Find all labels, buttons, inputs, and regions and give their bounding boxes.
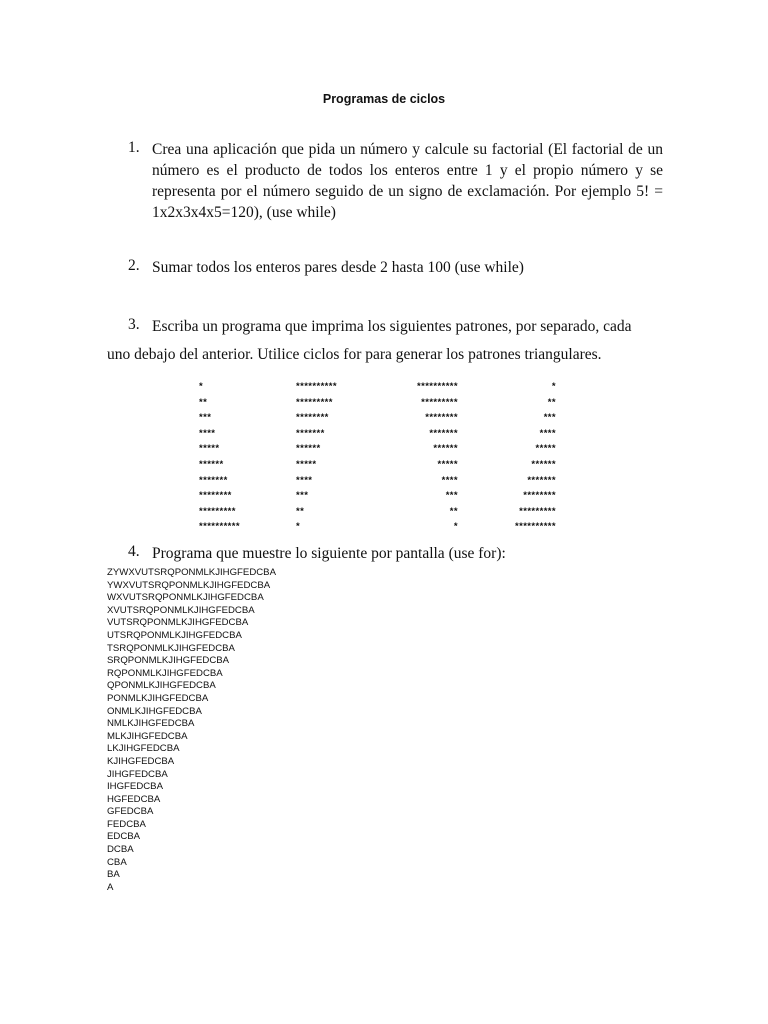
- pattern-row: ********: [425, 412, 458, 424]
- pattern-row: *****: [437, 458, 458, 470]
- pattern-row: ****: [539, 427, 556, 439]
- pattern-row: *******: [296, 427, 325, 439]
- letter-line: LKJIHGFEDCBA: [107, 743, 180, 755]
- page-title: Programas de ciclos: [322, 92, 446, 106]
- exercise-item-4: [128, 543, 663, 564]
- pattern-row: ******: [199, 458, 224, 470]
- letter-line: PONMLKJIHGFEDCBA: [107, 692, 209, 704]
- letter-line: ZYWXVUTSRQPONMLKJIHGFEDCBA: [107, 567, 276, 578]
- pattern-row: ********: [523, 490, 556, 502]
- item-number: 4.: [128, 543, 140, 560]
- pattern-row: *******: [199, 474, 228, 486]
- pattern-row: ********: [199, 490, 232, 502]
- pattern-row: **: [449, 505, 458, 517]
- pattern-descending-right: [360, 379, 458, 535]
- pattern-row: *********: [296, 396, 333, 408]
- letter-line: EDCBA: [107, 831, 141, 843]
- pattern-row: ****: [441, 474, 458, 486]
- item-text: Escriba un programa que imprima los siguientes patrones, por separado, cada: [152, 318, 632, 335]
- letter-line: NMLKJIHGFEDCBA: [107, 718, 195, 730]
- pattern-row: *: [551, 381, 556, 392]
- letter-line: HGFEDCBA: [107, 793, 161, 805]
- pattern-row: ***: [543, 412, 556, 424]
- letter-line: YWXVUTSRQPONMLKJIHGFEDCBA: [107, 579, 271, 591]
- letter-line: WXVUTSRQPONMLKJIHGFEDCBA: [107, 592, 264, 604]
- pattern-row: *****: [199, 443, 220, 455]
- letter-line: VUTSRQPONMLKJIHGFEDCBA: [107, 617, 249, 629]
- item-text: Sumar todos los enteros pares desde 2 hasta 100 (use while): [152, 259, 524, 276]
- letter-line: RQPONMLKJIHGFEDCBA: [107, 667, 223, 679]
- pattern-row: *********: [199, 505, 236, 517]
- letter-line: CBA: [107, 856, 127, 868]
- letter-line: A: [107, 881, 114, 893]
- letter-line: TSRQPONMLKJIHGFEDCBA: [107, 642, 235, 654]
- letter-line: QPONMLKJIHGFEDCBA: [107, 680, 216, 692]
- pattern-row: ********: [296, 412, 329, 424]
- pattern-row: ******: [296, 443, 321, 455]
- pattern-row: **: [296, 505, 305, 517]
- letter-line: SRQPONMLKJIHGFEDCBA: [107, 655, 230, 667]
- pattern-row: **********: [296, 381, 337, 392]
- pattern-row: **: [199, 396, 208, 408]
- letter-line: DCBA: [107, 844, 134, 856]
- pattern-row: ***: [199, 412, 212, 424]
- pattern-row: *****: [296, 458, 317, 470]
- item-number: 2.: [128, 257, 140, 274]
- pattern-row: ***: [296, 490, 309, 502]
- pattern-row: **********: [417, 381, 458, 392]
- pattern-row: *****: [535, 443, 556, 455]
- letter-line: UTSRQPONMLKJIHGFEDCBA: [107, 629, 242, 641]
- letter-line: BA: [107, 869, 120, 881]
- letter-line: IHGFEDCBA: [107, 781, 163, 793]
- exercise-item-2: [128, 257, 663, 278]
- letter-line: GFEDCBA: [107, 806, 154, 818]
- letter-line: MLKJIHGFEDCBA: [107, 730, 188, 742]
- pattern-ascending-left: [199, 379, 240, 535]
- pattern-descending-left: [296, 379, 337, 535]
- pattern-row: **: [547, 396, 556, 408]
- pattern-row: ***: [445, 490, 458, 502]
- pattern-row: *: [296, 521, 301, 533]
- pattern-row: *******: [527, 474, 556, 486]
- item-text: Crea una aplicación que pida un número y calcule su factorial (El factorial de un número es el producto de todos los enteros entre 1 y el propio número y se representa por el número seguido de un signo de exclamación. Por ejemplo 5! = 1x2x3x4x5=120), (use while): [152, 141, 663, 221]
- pattern-row: **********: [515, 521, 556, 533]
- pattern-row: ****: [199, 427, 216, 439]
- item-number: 3.: [128, 316, 140, 333]
- pattern-row: ******: [531, 458, 556, 470]
- letter-line: ONMLKJIHGFEDCBA: [107, 705, 202, 717]
- letter-output: [107, 567, 276, 894]
- pattern-ascending-right: [455, 379, 556, 535]
- pattern-row: *********: [519, 505, 556, 517]
- exercise-item-3: [128, 316, 663, 337]
- pattern-row: *********: [421, 396, 458, 408]
- letter-line: XVUTSRQPONMLKJIHGFEDCBA: [107, 604, 255, 616]
- item-3-continuation: uno debajo del anterior. Utilice ciclos for para generar los patrones triangulares.: [107, 346, 602, 363]
- pattern-row: *: [453, 521, 458, 533]
- letter-line: FEDCBA: [107, 818, 146, 830]
- pattern-row: **********: [199, 521, 240, 533]
- pattern-row: ****: [296, 474, 313, 486]
- pattern-row: ******: [433, 443, 458, 455]
- letter-line: KJIHGFEDCBA: [107, 755, 175, 767]
- letter-line: JIHGFEDCBA: [107, 768, 168, 780]
- item-text: Programa que muestre lo siguiente por pantalla (use for):: [152, 545, 506, 562]
- exercise-item-1: [128, 139, 663, 223]
- item-number: 1.: [128, 139, 140, 156]
- pattern-row: *: [199, 381, 204, 392]
- pattern-row: *******: [429, 427, 458, 439]
- star-patterns: [0, 379, 768, 539]
